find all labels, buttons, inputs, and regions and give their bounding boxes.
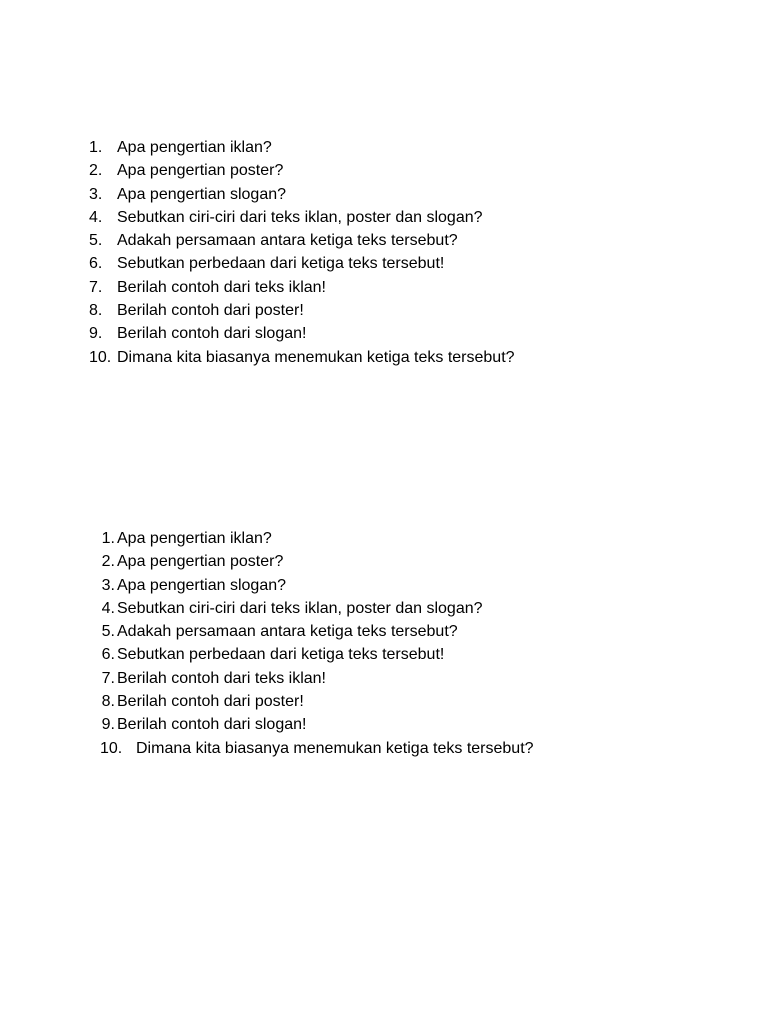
list-item bbox=[0, 136, 700, 159]
item-text: Dimana kita biasanya menemukan ketiga teks tersebut? bbox=[136, 739, 534, 757]
item-number: 6. bbox=[89, 255, 103, 273]
question-list-1 bbox=[0, 136, 700, 369]
item-number: 3. bbox=[101, 576, 115, 594]
list-item bbox=[0, 620, 700, 643]
item-number: 1. bbox=[101, 530, 115, 547]
item-number: 9. bbox=[101, 716, 115, 734]
list-item bbox=[0, 643, 700, 666]
item-number: 2. bbox=[101, 553, 115, 571]
item-text: Adakah persamaan antara ketiga teks tersebut? bbox=[117, 623, 458, 641]
item-number: 7. bbox=[101, 669, 115, 687]
list-item bbox=[0, 597, 700, 620]
item-number: 3. bbox=[89, 185, 103, 203]
list-item bbox=[0, 346, 700, 369]
list-item bbox=[0, 206, 700, 229]
item-number: 10. bbox=[89, 348, 112, 366]
list-item bbox=[0, 737, 700, 760]
list-item bbox=[0, 574, 700, 597]
list-item bbox=[0, 527, 700, 550]
list-item bbox=[0, 550, 700, 573]
item-number: 5. bbox=[101, 623, 115, 641]
item-number: 5. bbox=[89, 232, 103, 250]
item-number: 4. bbox=[101, 599, 115, 617]
item-text: Berilah contoh dari teks iklan! bbox=[117, 669, 326, 687]
item-text: Berilah contoh dari slogan! bbox=[117, 716, 307, 734]
item-number: 8. bbox=[101, 693, 115, 711]
list-item bbox=[0, 690, 700, 713]
item-number: 2. bbox=[89, 162, 103, 180]
list-item bbox=[0, 322, 700, 345]
item-number: 6. bbox=[101, 646, 115, 664]
item-number: 9. bbox=[89, 325, 103, 343]
item-text: Berilah contoh dari slogan! bbox=[117, 325, 307, 343]
item-text: Sebutkan ciri-ciri dari teks iklan, poster dan slogan? bbox=[117, 208, 483, 226]
item-number: 4. bbox=[89, 208, 103, 226]
item-number: 8. bbox=[89, 302, 103, 320]
list-item bbox=[0, 713, 700, 736]
item-text: Sebutkan ciri-ciri dari teks iklan, poster dan slogan? bbox=[117, 599, 483, 617]
item-text: Berilah contoh dari poster! bbox=[117, 693, 304, 711]
item-text: Apa pengertian poster? bbox=[117, 553, 284, 571]
list-item bbox=[0, 299, 700, 322]
item-number: 10. bbox=[100, 739, 123, 757]
question-list-2 bbox=[0, 527, 700, 760]
item-number: 7. bbox=[89, 278, 103, 296]
item-text: Apa pengertian poster? bbox=[117, 162, 284, 180]
list-item bbox=[0, 276, 700, 299]
item-text: Apa pengertian slogan? bbox=[117, 185, 287, 203]
item-text: Berilah contoh dari poster! bbox=[117, 302, 304, 320]
item-text: Apa pengertian slogan? bbox=[117, 576, 287, 594]
item-text: Apa pengertian iklan? bbox=[117, 530, 272, 547]
list-item bbox=[0, 667, 700, 690]
item-text: Berilah contoh dari teks iklan! bbox=[117, 278, 326, 296]
list-item bbox=[0, 183, 700, 206]
list-item bbox=[0, 159, 700, 182]
item-text: Sebutkan perbedaan dari ketiga teks tersebut! bbox=[117, 646, 445, 664]
list-item bbox=[0, 229, 700, 252]
item-text: Apa pengertian iklan? bbox=[117, 139, 272, 156]
item-text: Sebutkan perbedaan dari ketiga teks tersebut! bbox=[117, 255, 445, 273]
item-text: Adakah persamaan antara ketiga teks tersebut? bbox=[117, 232, 458, 250]
list-item bbox=[0, 252, 700, 275]
item-number: 1. bbox=[89, 139, 103, 156]
item-text: Dimana kita biasanya menemukan ketiga teks tersebut? bbox=[117, 348, 515, 366]
